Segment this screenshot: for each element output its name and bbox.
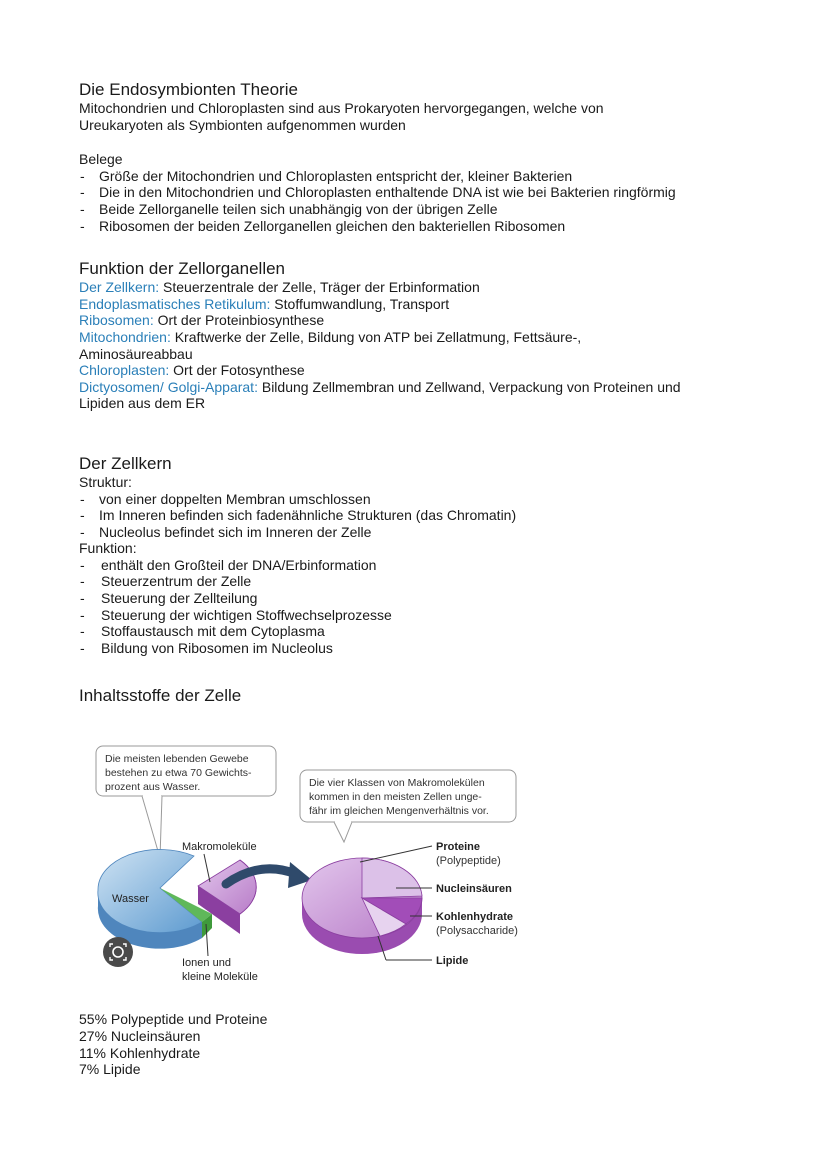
list-item: - Bildung von Ribosomen im Nucleolus [79,640,769,657]
percentage-list [79,1011,267,1078]
lens-search-button[interactable] [103,937,133,967]
label-ionen-1: Ionen und [182,957,231,969]
list-item: - Nucleolus befindet sich im Inneren der Zelle [79,524,769,541]
organelle-item-cont: Aminosäureabbau [79,345,193,362]
label-wasser: Wasser [112,893,149,905]
list-item: - Im Inneren befinden sich fadenähnliche Strukturen (das Chromatin) [79,507,769,524]
label-lipide: Lipide [436,955,469,967]
belege-label: Belege [79,151,123,168]
list-item: - Steuerzentrum der Zelle [79,573,769,590]
label-nucleinsaeuren: Nucleinsäuren [436,883,512,895]
label-ionen-2: kleine Moleküle [182,971,258,983]
percentage-item: 7% Lipide [79,1061,141,1078]
label-proteine: Proteine [436,841,481,853]
cell-composition-figure [90,738,540,988]
organelle-list [79,279,769,412]
label-polysaccharide: (Polysaccharide) [436,925,518,937]
organelle-item: Der Zellkern: Steuerzentrale der Zelle, Träger der Erbinformation [79,279,480,296]
document-page [79,80,769,706]
water-pie-chart [98,849,212,948]
list-item: - enthält den Großteil der DNA/Erbinformation [79,557,769,574]
label-polypeptide: (Polypeptide) [436,855,501,867]
struktur-label: Struktur: [79,473,132,490]
list-item: - Steuerung der wichtigen Stoffwechselprozesse [79,607,769,624]
list-item: - von einer doppelten Membran umschlossen [79,491,769,508]
list-item: - Steuerung der Zellteilung [79,590,769,607]
organelle-item: Endoplasmatisches Retikulum: Stoffumwandlung, Transport [79,295,450,312]
organelle-item: Ribosomen: Ort der Proteinbiosynthese [79,312,325,329]
organelle-item: Dictyosomen/ Golgi-Apparat: Bildung Zellmembran und Zellwand, Verpackung von Proteinen und [79,378,681,395]
callout-water-line2: bestehen zu etwa 70 Gewichts- [105,767,252,779]
belege-list [79,168,769,234]
callout-macro-line1: Die vier Klassen von Makromolekülen [309,777,485,789]
callout-water-line3: prozent aus Wasser. [105,781,201,793]
list-item: - Beide Zellorganelle teilen sich unabhängig von der übrigen Zelle [79,201,769,218]
list-item: - Stoffaustausch mit dem Cytoplasma [79,623,769,640]
intro-line-2: Ureukaryoten als Symbionten aufgenommen wurden [79,116,406,133]
list-item: - Die in den Mitochondrien und Chloroplasten enthaltende DNA ist wie bei Bakterien ringförmig [79,184,769,201]
label-kohlenhydrate: Kohlenhydrate [436,911,514,923]
organelle-item-cont: Lipiden aus dem ER [79,395,206,412]
funktion-list [79,557,769,657]
percentage-item: 55% Polypeptide und Proteine [79,1011,268,1027]
percentage-item: 11% Kohlenhydrate [79,1044,201,1061]
macromolecule-pie-chart [302,858,422,954]
struktur-list [79,491,769,541]
list-item: - Ribosomen der beiden Zellorganellen gleichen den bakteriellen Ribosomen [79,218,769,235]
organelle-item: Chloroplasten: Ort der Fotosynthese [79,362,305,379]
callout-macro-line3: fähr im gleichen Mengenverhältnis vor. [309,805,489,817]
callout-macromolecules [300,770,516,842]
list-item: - Größe der Mitochondrien und Chloroplasten entspricht der, kleiner Bakterien [79,168,769,185]
organelle-item: Mitochondrien: Kraftwerke der Zelle, Bildung von ATP bei Zellatmung, Fettsäure-, [79,328,582,345]
section-title-zellorganellen: Funktion der Zellorganellen [79,259,286,279]
label-makromolekuele: Makromoleküle [182,841,257,853]
section-title-inhaltsstoffe: Inhaltsstoffe der Zelle [79,686,242,706]
percentage-item: 27% Nucleinsäuren [79,1027,201,1044]
section-title-endosymbionten: Die Endosymbionten Theorie [79,80,298,99]
section-title-zellkern: Der Zellkern [79,453,172,473]
callout-water-line1: Die meisten lebenden Gewebe [105,753,249,765]
intro-line-1: Mitochondrien und Chloroplasten sind aus Prokaryoten hervorgegangen, welche von [79,100,604,116]
funktion-label: Funktion: [79,540,137,557]
callout-macro-line2: kommen in den meisten Zellen unge- [309,791,482,803]
